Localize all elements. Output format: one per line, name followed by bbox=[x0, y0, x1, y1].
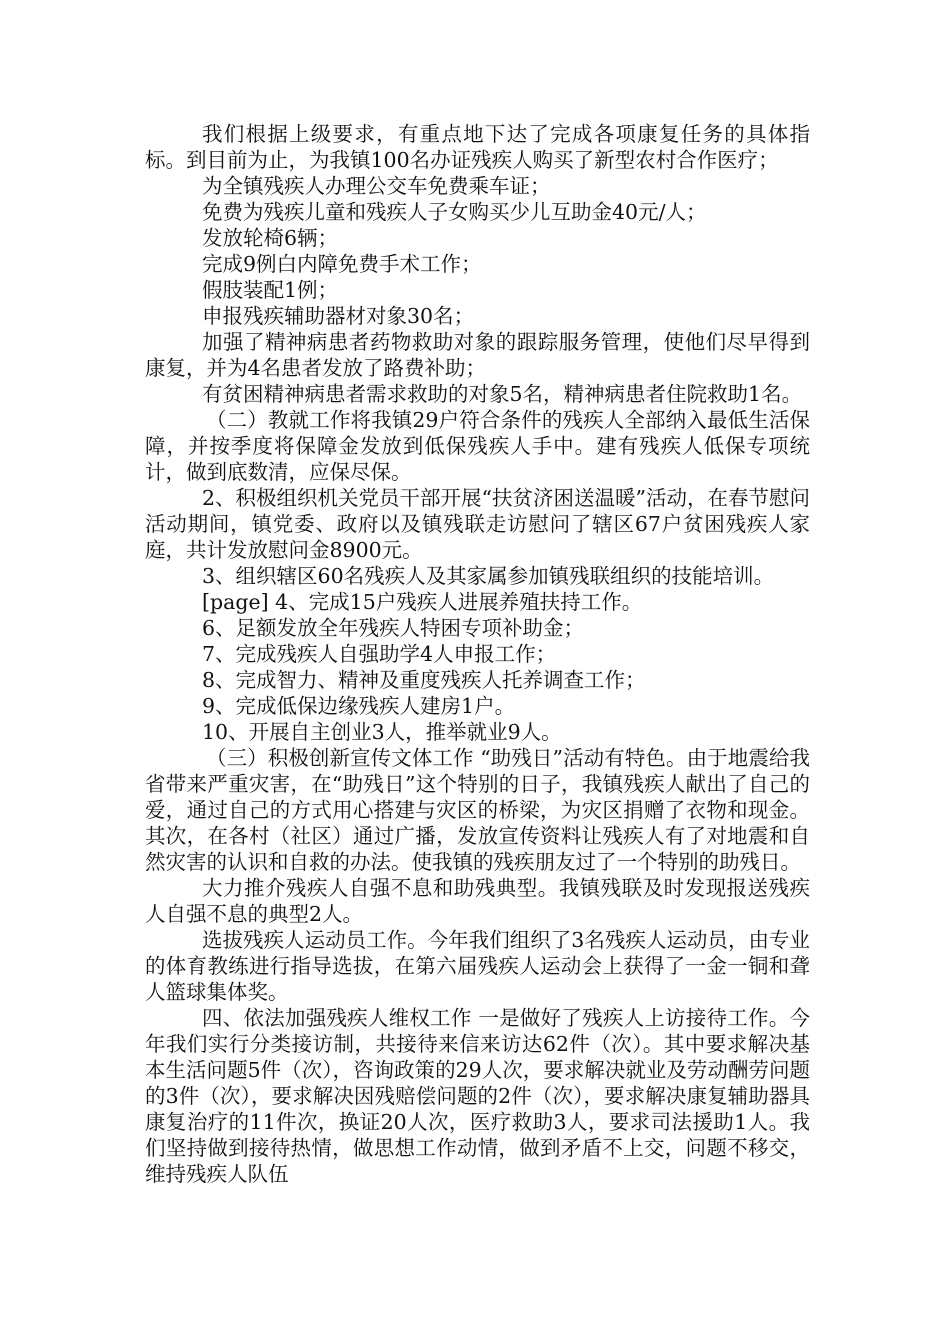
paragraph-section-three: （三）积极创新宣传文体工作 “助残日”活动有特色。由于地震给我省带来严重灾害，在“助残日”这个特别的日子，我镇残疾人献出了自己的爱，通过自己的方式用心搭建与灾区的桥梁，为灾区捐赠了衣物和现金。其次，在各村（社区）通过广播，发放宣传资料让残疾人有了对地震和自然灾害的认识和自救的办法。使我镇的残疾朋友过了一个特别的助残日。 bbox=[145, 746, 810, 874]
paragraph-item-9: 9、完成低保边缘残疾人建房1户。 bbox=[202, 694, 516, 718]
paragraph-assistive-devices: 申报残疾辅助器材对象30名； bbox=[202, 304, 475, 328]
paragraph-wheelchairs: 发放轮椅6辆； bbox=[202, 226, 339, 250]
paragraph-section-two: （二）教就工作将我镇29户符合条件的残疾人全部纳入最低生活保障，并按季度将保障金发放到低保残疾人手中。建有残疾人低保专项统计，做到底数清，应保尽保。 bbox=[145, 408, 810, 484]
paragraph-bus-pass: 为全镇残疾人办理公交车免费乘车证； bbox=[202, 174, 551, 198]
paragraph-prosthesis: 假肢装配1例； bbox=[202, 278, 339, 302]
paragraph-child-fund: 免费为残疾儿童和残疾人子女购买少儿互助金40元/人； bbox=[202, 200, 707, 224]
paragraph-item-10: 10、开展自主创业3人，推举就业9人。 bbox=[202, 720, 562, 744]
paragraph-mental-health-followup: 加强了精神病患者药物救助对象的跟踪服务管理，使他们尽早得到康复，并为4名患者发放了路费补助； bbox=[145, 330, 810, 380]
paragraph-section-four: 四、依法加强残疾人维权工作 一是做好了残疾人上访接待工作。今年我们实行分类接访制，共接待来信来访达62件（次）。其中要求解决基本生活问题5件（次），咨询政策的29人次，要求解决就业及劳动酬劳问题的3件（次），要求解决因残赔偿问题的2件（次），要求解决康复辅助器具康复治疗的11件次，换证20人次，医疗救助3人，要求司法援助1人。我们坚持做到接待热情，做思想工作动情，做到矛盾不上交，问题不移交，维持残疾人队伍 bbox=[145, 1006, 810, 1186]
paragraph-rehab-targets: 我们根据上级要求，有重点地下达了完成各项康复任务的具体指标。到目前为止，为我镇100名办证残疾人购买了新型农村合作医疗； bbox=[145, 122, 810, 172]
paragraph-item-3: 3、组织辖区60名残疾人及其家属参加镇残联组织的技能培训。 bbox=[202, 564, 775, 588]
paragraph-item-4: [page] 4、完成15户残疾人进展养殖扶持工作。 bbox=[202, 590, 643, 614]
paragraph-item-6: 6、足额发放全年残疾人特困专项补助金； bbox=[202, 616, 585, 640]
document-body bbox=[145, 121, 810, 1187]
paragraph-item-7: 7、完成残疾人自强助学4人申报工作； bbox=[202, 642, 557, 666]
paragraph-cataract: 完成9例白内障免费手术工作； bbox=[202, 252, 482, 276]
paragraph-athletes: 选拔残疾人运动员工作。今年我们组织了3名残疾人运动员，由专业的体育教练进行指导选拔，在第六届残疾人运动会上获得了一金一铜和聋人篮球集体奖。 bbox=[145, 928, 810, 1004]
paragraph-item-2: 2、积极组织机关党员干部开展“扶贫济困送温暖”活动，在春节慰问活动期间，镇党委、政府以及镇残联走访慰问了辖区67户贫困残疾人家庭，共计发放慰问金8900元。 bbox=[145, 486, 811, 562]
paragraph-role-models: 大力推介残疾人自强不息和助残典型。我镇残联及时发现报送残疾人自强不息的典型2人。 bbox=[145, 876, 810, 926]
paragraph-mental-health-aid: 有贫困精神病患者需求救助的对象5名，精神病患者住院救助1名。 bbox=[202, 382, 803, 406]
paragraph-item-8: 8、完成智力、精神及重度残疾人托养调查工作； bbox=[202, 668, 646, 692]
